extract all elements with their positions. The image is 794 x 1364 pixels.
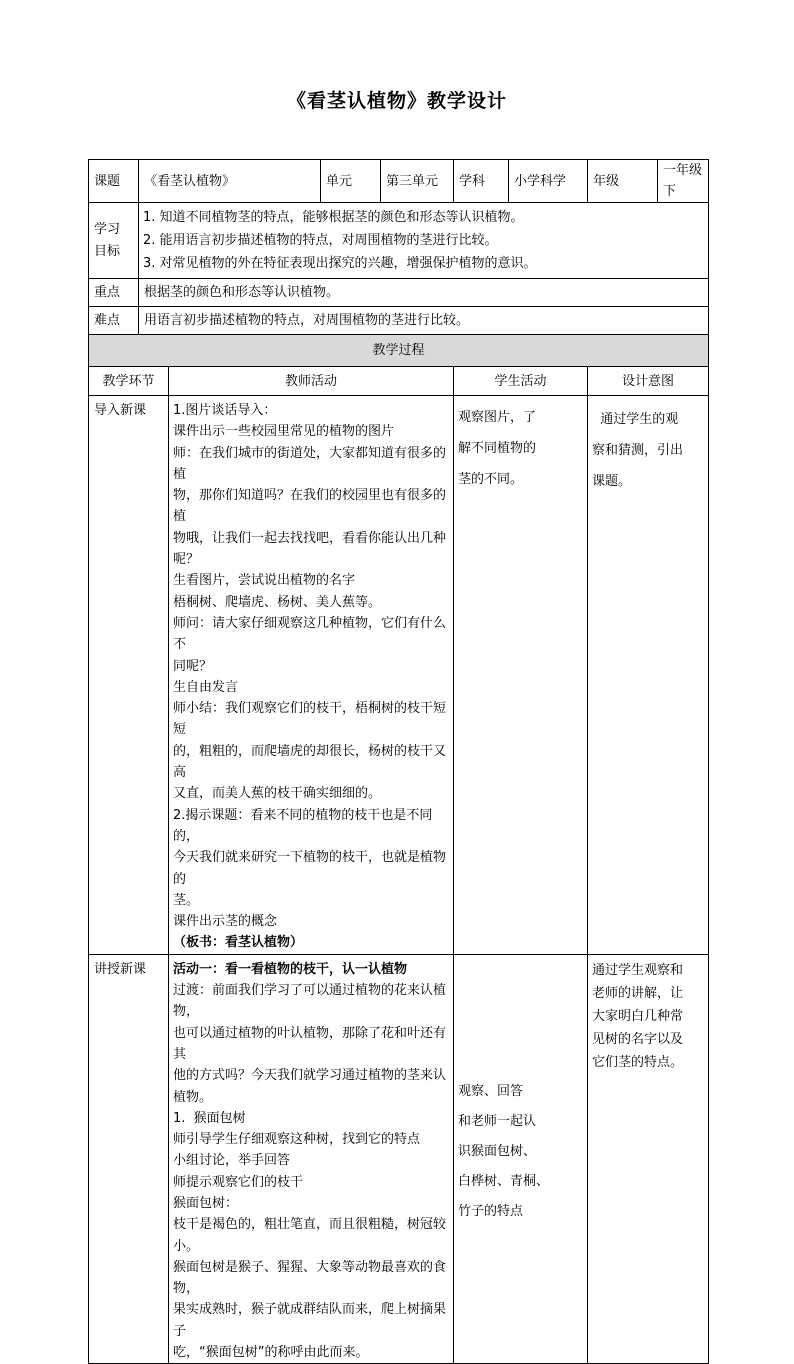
design-intent-intro: 通过学生的观 察和猜测，引出 课题。 [588,396,709,955]
section-intro-row [89,396,709,955]
page-title: 《看茎认植物》教学设计 [286,90,507,112]
unit-label: 单元 [321,160,381,203]
col-student: 学生活动 [454,367,588,396]
col-intent: 设计意图 [588,367,709,396]
objectives-row [89,203,709,279]
process-title: 教学过程 [89,335,709,367]
objectives-label: 学习 目标 [89,203,139,279]
student-activity-intro: 观察图片，了 解不同植物的 茎的不同。 [454,396,588,955]
column-header-row [89,367,709,396]
lesson-plan-table [88,159,709,1364]
teacher-activity-new-lesson: 活动一：看一看植物的枝干，认一认植物 过渡：前面我们学习了可以通过植物的花来认植物， 也可以通过植物的叶认植物，那除了花和叶还有其 他的方式吗？今天我们就学习通过植物的茎来认 植物。 1. 猴面包树 师引导学生仔细观察这种树，找到它的特点 小组讨论，举手回答 师提示观察它们的枝干 猴面包树： 枝干是褐色的，粗壮笔直，而且很粗糙，树冠较小。 猴面包树是猴子、猩猩、大象等动物最喜欢的食物， 果实成熟时，猴子就成群结队而来，爬上树摘果子 吃，“猴面包树”的称呼由此而来。 [169,954,454,1364]
subject-label: 学科 [454,160,509,203]
key-point-value: 根据茎的颜色和形态等认识植物。 [139,279,709,307]
grade-value: 一年级下 [658,160,709,203]
stage-new-lesson: 讲授新课 [89,954,169,1364]
unit-value: 第三单元 [381,160,454,203]
teacher-activity-intro: 1.图片谈话导入： 课件出示一些校园里常见的植物的图片 师：在我们城市的街道处，大家都知道有很多的植 物，那你们知道吗？在我们的校园里也有很多的植 物哦，让我们一起去找找吧，看看你能认出几种呢？ 生看图片，尝试说出植物的名字 梧桐树、爬墙虎、杨树、美人蕉等。 师问：请大家仔细观察这几种植物，它们有什么不 同呢？ 生自由发言 师小结：我们观察它们的枝干，梧桐树的枝干短短 的，粗粗的，而爬墙虎的却很长，杨树的枝干又高 又直，而美人蕉的枝干确实细细的。 2.揭示课题：看来不同的植物的枝干也是不同的， 今天我们就来研究一下植物的枝干，也就是植物的 茎。 课件出示茎的概念 （板书：看茎认植物） [169,396,454,955]
subject-value: 小学科学 [509,160,588,203]
design-intent-new-lesson: 通过学生观察和 老师的讲解，让 大家明白几种常 见树的名字以及 它们茎的特点。 [588,954,709,1364]
difficulty-value: 用语言初步描述植物的特点，对周围植物的茎进行比较。 [139,307,709,335]
objectives-list [139,203,709,279]
grade-label: 年级 [588,160,658,203]
section-new-lesson-row [89,954,709,1364]
header-row [89,160,709,203]
key-point-label: 重点 [89,279,139,307]
board-note: （板书：看茎认植物） [173,935,304,951]
activity-title: 活动一：看一看植物的枝干，认一认植物 [173,961,408,977]
stage-intro: 导入新课 [89,396,169,955]
course-value: 《看茎认植物》 [139,160,321,203]
student-activity-new-lesson: 观察、回答 和老师一起认 识猴面包树、 白桦树、青桐、 竹子的特点 [454,954,588,1364]
col-teacher: 教师活动 [169,367,454,396]
key-point-row [89,279,709,307]
objective-item: 3. 对常见植物的外在特征表现出探究的兴趣，增强保护植物的意识。 [143,256,537,271]
difficulty-row [89,307,709,335]
course-label: 课题 [89,160,139,203]
col-stage: 教学环节 [89,367,169,396]
difficulty-label: 难点 [89,307,139,335]
objective-item: 2. 能用语言初步描述植物的特点，对周围植物的茎进行比较。 [143,233,498,248]
process-header-row [89,335,709,367]
objective-item: 1. 知道不同植物茎的特点，能够根据茎的颜色和形态等认识植物。 [143,210,524,225]
